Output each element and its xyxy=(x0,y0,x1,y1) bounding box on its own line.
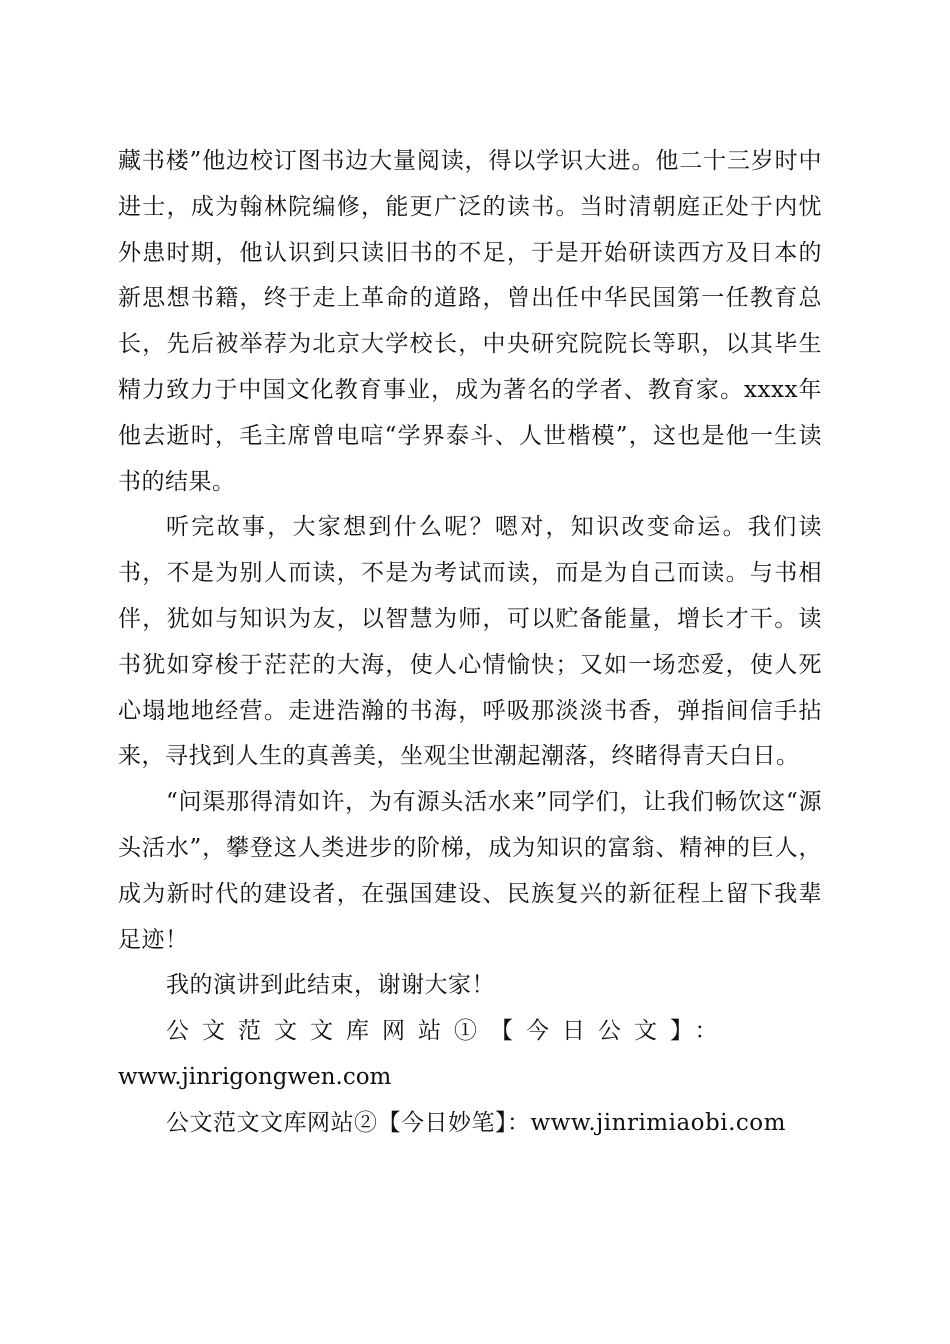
paragraph-story-continued: 藏书楼”他边校订图书边大量阅读，得以学识大进。他二十三岁时中进士，成为翰林院编修，能更广泛的读书。当时清朝庭正处于内忧外患时期，他认识到只读旧书的不足，于是开始研读西方及日本的新思想书籍，终于走上革命的道路，曾出任中华民国第一任教育总长，先后被举荐为北京大学校长，中央研究院院长等职，以其毕生精力致力于中国文化教育事业，成为著名的学者、教育家。xxxx年他去逝时，毛主席曾电唁“学界泰斗、人世楷模”，这也是他一生读书的结果。 xyxy=(118,148,822,495)
paragraph-call-to-action: “问渠那得清如许，为有源头活水来”同学们，让我们畅饮这“源头活水”，攀登这人类进步的阶梯，成为知识的富翁、精神的巨人，成为新时代的建设者，在强国建设、民族复兴的新征程上留下我辈足迹！ xyxy=(118,789,822,953)
site-line-2 xyxy=(118,1101,822,1147)
site-line-1 xyxy=(118,1009,822,1055)
site-1-url[interactable]: www.jinrigongwen.com xyxy=(118,1063,392,1090)
site-line-1-url-row xyxy=(118,1055,822,1101)
paragraph-reflection: 听完故事，大家想到什么呢？嗯对，知识改变命运。我们读书，不是为别人而读，不是为考试而读，而是为自己而读。与书相伴，犹如与知识为友，以智慧为师，可以贮备能量，增长才干。读书犹如穿梭于茫茫的大海，使人心情愉快；又如一场恋爱，使人死心塌地地经营。走进浩瀚的书海，呼吸那淡淡书香，弹指间信手拈来，寻找到人生的真善美，坐观尘世潮起潮落，终睹得青天白日。 xyxy=(118,514,822,770)
site-1-label: 公文范文文库网站①【今日公文】： xyxy=(166,1018,731,1045)
document-body xyxy=(118,139,822,1147)
site-2-url[interactable]: www.jinrimiaobi.com xyxy=(530,1109,786,1136)
site-2-label: 公文范文文库网站②【今日妙笔】： xyxy=(166,1109,531,1136)
paragraph-closing: 我的演讲到此结束，谢谢大家！ xyxy=(166,972,495,999)
